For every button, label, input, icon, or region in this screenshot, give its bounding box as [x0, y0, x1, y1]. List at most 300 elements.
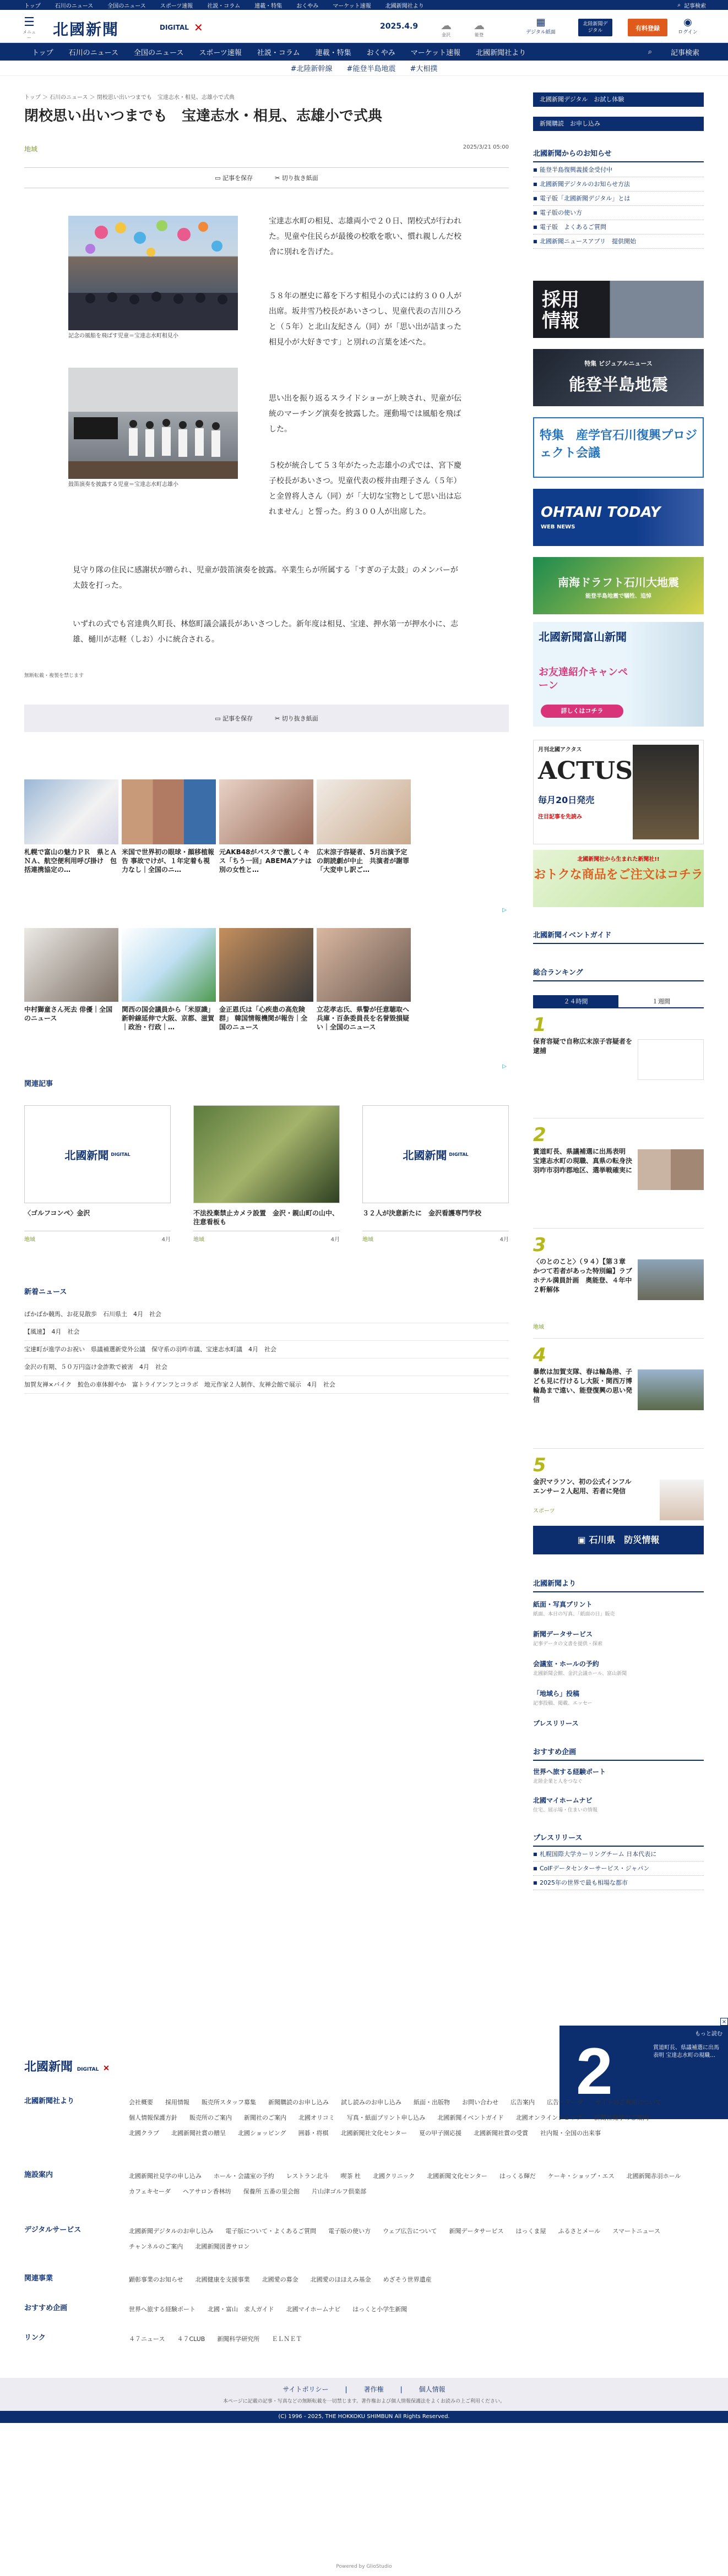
search-icon: ⌕ — [677, 2, 681, 8]
footer-link[interactable]: 試し読みのお申し込み — [341, 2099, 401, 2106]
actus-title: ACTUS — [538, 757, 633, 785]
newspaper-icon: ▦ — [536, 17, 546, 28]
noto-banner[interactable] — [533, 349, 704, 406]
topbar-link[interactable]: 石川のニュース — [55, 3, 94, 9]
footer-links — [129, 2302, 702, 2317]
draft-banner[interactable] — [533, 557, 704, 614]
rank-number: 5 — [533, 1454, 546, 1476]
recommended-title: 金正恩氏は「心疾患の高危険群」 韓国情報機関が報告｜全国のニュース — [219, 1006, 308, 1031]
recommended-card[interactable] — [24, 928, 118, 1032]
shopping-banner-text: おトクな商品をご注文はコチラ — [534, 868, 703, 882]
bookmark-icon: ▭ — [215, 715, 223, 722]
related-card[interactable] — [193, 1105, 340, 1243]
save-article-button[interactable] — [215, 173, 253, 182]
footer-link[interactable]: 新聞科学研究所 — [217, 2335, 260, 2343]
nav-item[interactable]: おくやみ — [366, 48, 395, 57]
footer-link[interactable]: スマートニュース — [612, 2228, 661, 2235]
footer-link[interactable]: 保養所 五番の里会館 — [243, 2188, 300, 2195]
list-item[interactable]: 金沢の有期、５０万円盗け金詐欺で被害 4月 社会 — [24, 1358, 509, 1376]
ranking-item[interactable] — [533, 1344, 704, 1449]
register-button[interactable]: 有料登録 — [628, 19, 667, 36]
notice-link[interactable]: ■ 北國新聞デジタルのお知らせ方法 — [533, 177, 704, 192]
nav-item[interactable]: スポーツ速報 — [199, 48, 242, 57]
latest-news-heading: 新着ニュース — [24, 1288, 67, 1296]
event-guide-heading[interactable]: 北國新聞イベントガイド — [533, 929, 704, 944]
menu-label: メニュー — [23, 30, 36, 40]
footer-link[interactable]: 世界へ旅する経験ポート — [129, 2306, 195, 2313]
footer-links — [129, 2332, 702, 2347]
ranking-item[interactable] — [533, 1234, 704, 1339]
rank-thumb — [638, 1259, 704, 1300]
notice-link[interactable]: ■ 北國新聞ニュースアプリ 提供開始 — [533, 234, 704, 249]
notice-heading: 北國新聞からのお知らせ — [533, 148, 704, 162]
digital-subscribe-button[interactable]: 北陸新聞デジタル — [578, 19, 612, 36]
powered-by: Powered by GlioStudio — [336, 2564, 392, 2569]
footer-link[interactable]: 新聞購読のお申し込み — [268, 2099, 329, 2106]
site-logo[interactable]: 北國新聞 — [53, 20, 119, 39]
recommended-link-title: 世界へ旅する経験ポート — [533, 1768, 606, 1776]
footer-link[interactable]: 社内報・全国の出来事 — [540, 2130, 601, 2137]
ad-choices-icon[interactable]: ▷ — [502, 1063, 507, 1069]
policy-link[interactable]: 個人情報 — [419, 2386, 446, 2393]
rank-number: 3 — [533, 1234, 546, 1256]
actus-sub: 毎月20日発売 — [538, 795, 595, 805]
topbar-link[interactable]: おくやみ — [296, 3, 319, 9]
rank-number: 4 — [533, 1344, 546, 1366]
close-icon[interactable]: × — [720, 2018, 728, 2026]
recommended-card[interactable] — [122, 928, 216, 1032]
footer-link[interactable]: 北國新聞社賞の受賞 — [474, 2130, 529, 2137]
footer-link[interactable]: 広告案内 — [510, 2099, 535, 2106]
footer-link[interactable]: 北國クラブ — [129, 2130, 159, 2137]
shopping-banner[interactable] — [533, 850, 704, 907]
login-label: ログイン — [678, 30, 698, 35]
referral-banner-logo: 北國新聞富山新聞 — [539, 630, 627, 643]
login-button[interactable] — [673, 17, 703, 39]
recommended-thumb — [219, 928, 313, 1002]
related-date: 4月 — [499, 1237, 509, 1243]
save-label: 記事を保存 — [222, 174, 253, 182]
footer-link[interactable]: ホール・会議室の予約 — [214, 2173, 274, 2180]
recommended-thumb — [24, 928, 118, 1002]
referral-banner-button: 詳しくはコチラ — [541, 705, 623, 718]
footer-row — [24, 2332, 702, 2347]
notice-link[interactable]: ■ 電子版「北國新聞デジタル」とは — [533, 192, 704, 206]
related-title: ３２人が決意新たに 金沢看護専門学校 — [362, 1209, 482, 1217]
hashtag-row — [0, 61, 728, 76]
article-paragraph: ５８年の歴史に幕を下ろす相見小の式には約３００人が出席。坂井雪乃校長があいさつし、児童代表の吉川ひろと（５年）と北山友紀さん（同）が「思い出が詰まった相見小が大好きです」と別れの言葉を述べた。 — [269, 292, 461, 347]
recommended-title: 中村獅童さん死去 俳優｜全国のニュース — [24, 1006, 113, 1022]
footer-link[interactable]: カフェキセーダ — [129, 2188, 171, 2195]
actus-banner[interactable] — [533, 740, 704, 844]
article-category[interactable]: 地域 — [24, 145, 38, 153]
referral-banner[interactable] — [533, 622, 704, 727]
footer-link[interactable]: 紙面・出版物 — [414, 2099, 450, 2106]
logo-mark-icon: ✕ — [103, 2064, 110, 2073]
recommended-thumb — [219, 779, 313, 844]
footer-link[interactable]: 北國新聞デジタルのお申し込み — [129, 2228, 214, 2235]
recommended-thumb — [24, 779, 118, 844]
service-sub: 記事投稿、掲載、エッセー — [533, 1701, 593, 1706]
rank-title: 金沢マラソン、初の公式インフルエンサー２人起用、若者に発信 — [533, 1478, 632, 1495]
subscribe-button[interactable]: 新聞購読 お申し込み — [533, 117, 704, 131]
policy-link[interactable]: サイトポリシー — [282, 2386, 329, 2393]
ranking-heading: 総合ランキング — [533, 967, 704, 981]
rank-title: 〈のとのこと〉（９４）【第３章 かつて若者があった特別編】ラブホテル満員計画 奥能登、４年中２軒解体 — [533, 1258, 633, 1294]
logo-placeholder-sub: DIGITAL — [111, 1151, 131, 1157]
weather-label: 能登 — [475, 32, 483, 37]
noto-banner-label: 特集 ビジュアルニュース — [584, 360, 653, 367]
recommended-card[interactable] — [24, 779, 118, 874]
hashtag-link[interactable]: #北陸新幹線 — [290, 65, 333, 73]
digital-paper-button[interactable] — [523, 17, 558, 39]
disaster-info-banner[interactable] — [533, 1526, 704, 1554]
press-release-heading: プレスリリース — [533, 1832, 704, 1847]
footer-link[interactable]: 北國新聞文化センター — [427, 2173, 487, 2180]
footer-link[interactable]: お問い合わせ — [462, 2099, 498, 2106]
photo-caption: 鼓笛演奏を披露する児童＝宝達志水町志雄小 — [68, 482, 178, 488]
service-title: プレスリリース — [533, 1720, 579, 1727]
recommended-title: 米国で世界初の眼球・顔移植報告 事故でけが、１年定着も視力なし｜全国のニ… — [122, 848, 215, 874]
footer-row-heading: 北國新聞社より — [24, 2097, 75, 2105]
recovery-project-banner[interactable] — [533, 417, 704, 478]
footer-links — [129, 2095, 702, 2141]
nav-item[interactable]: 連載・特集 — [315, 48, 351, 57]
rank-thumb — [638, 1369, 704, 1410]
related-thumb — [24, 1105, 171, 1203]
footer-link[interactable]: ケーキ・ショップ・エス — [547, 2173, 615, 2180]
article-action-bar — [24, 167, 509, 188]
ranking-item[interactable] — [533, 1014, 704, 1118]
topbar-link[interactable]: 全国のニュース — [107, 3, 146, 9]
footer-link[interactable]: 北國新聞赤羽ホール — [626, 2173, 681, 2180]
footer-link[interactable]: はっくる輝だ — [499, 2173, 536, 2180]
ohtani-banner[interactable] — [533, 489, 704, 546]
nav-item[interactable]: トップ — [32, 48, 53, 57]
topbar-link[interactable]: スポーツ速報 — [160, 3, 193, 9]
recommended-row — [24, 779, 509, 874]
footer-link[interactable]: 夏の甲子園応援 — [419, 2130, 462, 2137]
logo-placeholder: 北國新聞 — [403, 1148, 447, 1162]
footer-link[interactable]: 会社概要 — [129, 2099, 153, 2106]
footer-link[interactable]: 北國健康を支援事業 — [195, 2276, 250, 2283]
footer-logo-sub: DIGITAL — [77, 2067, 99, 2072]
footer-link[interactable]: 北國オリコミ — [298, 2114, 335, 2121]
list-item[interactable]: 【風速】 4月 社会 — [24, 1323, 509, 1341]
related-heading: 関連記事 — [24, 1080, 53, 1088]
actus-note: 注目記事を先読み — [538, 814, 582, 820]
related-title: 〈ゴルフコンペ〉金沢 — [24, 1209, 90, 1217]
footer-link[interactable]: 北國新聞社見学の申し込み — [129, 2173, 202, 2180]
article-action-bar-bottom — [24, 705, 509, 732]
footer-link[interactable]: 北國ショッピング — [238, 2130, 286, 2137]
recommended-thumb — [122, 928, 216, 1002]
recommended-card[interactable] — [317, 928, 411, 1032]
logo-mark-icon: ✕ — [194, 21, 203, 34]
noto-banner-text: 能登半島地震 — [569, 375, 668, 395]
logo-placeholder-sub: DIGITAL — [449, 1151, 469, 1157]
topbar-search[interactable] — [677, 0, 706, 10]
policy-link[interactable]: 著作権 — [363, 2386, 384, 2393]
user-icon: ◉ — [683, 17, 692, 28]
topbar-link[interactable]: マーケット速報 — [333, 3, 371, 9]
hashtag-link[interactable]: #大相撲 — [410, 65, 438, 73]
article-photo-balloons[interactable] — [68, 216, 238, 330]
footer-link[interactable]: 新聞社のご案内 — [244, 2114, 286, 2121]
related-card[interactable] — [362, 1105, 509, 1243]
nav-item[interactable]: 石川のニュース — [68, 48, 118, 57]
trial-button[interactable]: 北國新聞デジタル お試し体験 — [533, 92, 704, 107]
draft-banner-text: 南海ドラフト石川大地震 — [558, 576, 679, 589]
balloons-illustration — [68, 216, 238, 330]
weather-kanazawa — [435, 19, 457, 38]
related-articles — [24, 1105, 509, 1243]
nav-item[interactable]: 社説・コラム — [257, 48, 300, 57]
related-title: 不法投棄禁止カメラ設置 金沢・親山町の山中、注意看板も — [193, 1209, 339, 1226]
footer-link[interactable]: 電子版について・よくあるご質問 — [225, 2228, 317, 2235]
recovery-banner-text: 特集 産学官石川復興プロジェクト会議 — [540, 429, 698, 460]
footer-link[interactable]: 販売所のご案内 — [189, 2114, 232, 2121]
service-link[interactable] — [533, 1600, 704, 1617]
read-more-text: 賞道町長、県議補選に出馬表明 宝達志水町の現職… — [653, 2045, 719, 2059]
footer-link[interactable]: 北國新聞社賞の贈呈 — [171, 2130, 226, 2137]
related-category: 地域 — [193, 1237, 204, 1243]
recommended-link-sub: 北陸企業と人をつなぐ — [533, 1779, 583, 1784]
list-item[interactable]: 加賀友禅×バイク 鮫色の車体鮮やか 富トライアンフとコラボ 地元作家２人制作、友禅会館で展示 4月 社会 — [24, 1376, 509, 1394]
notice-link[interactable]: ■ 電子版 よくあるご質問 — [533, 220, 704, 234]
nav-search-button[interactable] — [640, 43, 707, 61]
rank-thumb — [660, 1480, 704, 1520]
rank-thumb — [638, 1039, 704, 1080]
clip-button[interactable] — [275, 714, 318, 723]
service-title: 会議室・ホールの予約 — [533, 1660, 599, 1668]
main-nav — [0, 43, 728, 61]
recommended-link[interactable] — [533, 1795, 704, 1813]
service-link[interactable] — [533, 1629, 704, 1647]
service-sub: 記事データの文書を提供・探索 — [533, 1641, 603, 1647]
recommended-title: 元AKB48がパスタで激しくキス「ちう一回」ABEMAアナは別の女性と… — [219, 848, 312, 874]
footer-logo-text: 北國新聞 — [24, 2060, 73, 2074]
logo-placeholder: 北國新聞 — [64, 1148, 109, 1162]
notice-link[interactable]: ■ 電子版の使い方 — [533, 206, 704, 220]
footer-link[interactable]: 北國新聞社文化センター — [340, 2130, 408, 2137]
copyright-bar: (C) 1996 - 2025, THE HOKKOKU SHIMBUN All Rights Reserved. — [0, 2411, 728, 2423]
footer-row-heading: おすすめ企画 — [24, 2304, 68, 2312]
article-photo-band[interactable] — [68, 368, 238, 479]
footer-link[interactable]: 北國オンラインショップ — [515, 2114, 582, 2121]
search-icon: ⌕ — [648, 47, 652, 56]
photo-caption: 記念の風船を飛ばす児童＝宝達志水町相見小 — [68, 333, 178, 339]
recommended-title: 立花孝志氏、県警が任意聴取へ 兵庫・百条委員長を名誉毀損疑い｜全国のニュース — [317, 1006, 410, 1031]
ranking-item[interactable] — [533, 1124, 704, 1229]
topbar-link[interactable]: 連載・特集 — [254, 3, 282, 9]
ranking-tabs — [533, 995, 704, 1008]
footer-link[interactable]: 広告・データ — [547, 2099, 583, 2106]
band-illustration — [68, 368, 238, 479]
tab-week[interactable]: １週間 — [652, 998, 670, 1005]
recommended-card[interactable] — [317, 779, 411, 874]
article-date: 2025/3/21 05:00 — [463, 144, 509, 150]
nav-search-label: 記事検索 — [670, 48, 699, 57]
related-card[interactable] — [24, 1105, 171, 1243]
breadcrumb[interactable]: トップ ＞ 石川のニュース ＞ 閉校思い出いつまでも 宝達志水・相見、志雄小で式典 — [24, 95, 235, 101]
footer-link[interactable]: 個人情報保護方針 — [129, 2114, 177, 2121]
footer-link[interactable]: ＥＬＮＥＴ — [271, 2335, 302, 2343]
scissors-icon: ✂ — [275, 174, 282, 182]
recommended-card[interactable] — [219, 779, 313, 874]
nav-item[interactable]: 全国のニュース — [133, 48, 184, 57]
footer-link[interactable]: 写真・紙面プリント申し込み — [346, 2114, 426, 2121]
press-release-link[interactable]: ■ 2025年の世界で最も相場な都市 — [533, 1876, 704, 1890]
referral-banner-text: お友達紹介キャンペーン — [539, 667, 628, 691]
related-thumb — [193, 1105, 340, 1203]
save-article-button[interactable] — [215, 714, 253, 723]
footer-link[interactable]: 顕彰事業のお知らせ — [129, 2276, 183, 2283]
recommended-link-title: 北國マイホームナビ — [533, 1797, 593, 1804]
hashtag-link[interactable]: #能登半島地震 — [346, 65, 396, 73]
footer-links — [129, 2272, 702, 2288]
save-label: 記事を保存 — [222, 715, 253, 722]
menu-button[interactable] — [21, 15, 37, 40]
footer-row — [24, 2302, 702, 2317]
rank-thumb — [638, 1149, 704, 1190]
press-release-list — [533, 1847, 704, 1890]
actus-label: 月刊北國アクタス — [538, 747, 582, 753]
topbar-search-label: 記事検索 — [684, 3, 706, 9]
topbar-link[interactable]: 社説・コラム — [207, 3, 241, 9]
press-release-link[interactable]: ■ CoIFデータセンターサービス・ジャパン — [533, 1862, 704, 1876]
article-title: 閉校思い出いつまでも 宝達志水・相見、志雄小で式典 — [24, 108, 383, 124]
draft-banner-sub: 能登半島地震で犠牲、追悼 — [585, 593, 651, 599]
nav-item[interactable]: マーケット速報 — [410, 48, 461, 57]
recommended-title: 関西の国会議員から「米原識」新幹線延伸で大阪、京都、滋賀｜政治・行政｜… — [122, 1006, 215, 1031]
footer-logo[interactable] — [24, 2057, 110, 2075]
related-category: 地域 — [24, 1237, 35, 1243]
footer-link[interactable]: サイトのご利用について — [595, 2099, 662, 2106]
list-item[interactable]: 宝達町が進学のお祝い 県議補選新党外公議 保守系の羽咋市議、宝達志水町議 4月 社会 — [24, 1341, 509, 1358]
footer-link[interactable]: 電子版の使い方 — [328, 2228, 371, 2235]
footer-link[interactable]: ふるさとメール — [558, 2228, 601, 2235]
footer-row-heading: 施設案内 — [24, 2171, 53, 2179]
service-link[interactable] — [533, 1718, 704, 1728]
logo-digital: DIGITAL — [160, 24, 189, 31]
footer-link[interactable]: 北國・富山 求人ガイド — [208, 2306, 274, 2313]
top-utility-bar — [0, 0, 728, 10]
service-sub: 紙面、本日の写真、「紙面の日」販売 — [533, 1612, 615, 1617]
policy-notice: 本ページに記載の記事・写真などの無断転載を一切禁じます。著作権および個人情報保護法をよくお読みの上ご利用ください。 — [222, 2399, 506, 2404]
footer-link[interactable]: ウェブ広告について — [383, 2228, 437, 2235]
footer-link[interactable]: 北國クリニック — [372, 2173, 415, 2180]
topbar-link[interactable]: トップ — [24, 3, 41, 9]
ohtani-banner-sub: WEB NEWS — [541, 524, 575, 530]
footer-link[interactable]: ヘアサロン香林坊 — [183, 2188, 231, 2195]
service-title: 新聞データサービス — [533, 1630, 593, 1638]
recommended-thumb — [122, 779, 216, 844]
recruit-banner-text: 採用 情報 — [542, 289, 579, 332]
recommended-card[interactable] — [122, 779, 216, 874]
footer-link[interactable]: 北國新聞図書サロン — [195, 2243, 250, 2250]
footer-link[interactable]: 片山津ゴルフ倶楽部 — [312, 2188, 367, 2195]
footer-link[interactable]: 新聞社見学のご案内 — [594, 2114, 649, 2121]
footer-row — [24, 2224, 702, 2255]
recommended-link-sub: 住宅、展示場・住まいの情報 — [533, 1808, 598, 1813]
footer-link[interactable]: はっくま屋 — [515, 2228, 546, 2235]
clip-button[interactable] — [275, 173, 318, 182]
ad-choices-icon[interactable]: ▷ — [502, 907, 507, 913]
footer-link[interactable]: はっくと小学生新聞 — [352, 2306, 408, 2313]
policy-bar: サイトポリシー | 著作権 | 個人情報 本ページに記載の記事・写真などの無断転載を一切禁じます。著作権および個人情報保護法をよくお読みの上ご利用ください。 — [0, 2378, 728, 2411]
copyright-notice: 無断転載・複製を禁じます — [24, 673, 84, 679]
service-link[interactable] — [533, 1659, 704, 1677]
recommended-card[interactable] — [219, 928, 313, 1032]
press-release-link[interactable]: ■ 札幌国際大学カーリングチーム 日本代表に — [533, 1847, 704, 1862]
topbar-link[interactable]: 北國新聞社より — [385, 3, 424, 9]
service-sub: 北國新聞会館、金沢会議ホール、富山新聞 — [533, 1671, 627, 1677]
article-paragraph: ５校が統合して５３年がたった志雄小の式では、宮下慶子校長があいさつ。児童代表の桜井由理子さん（５年）と金曽将人さん（同）が「大切な宝物として思い出は忘れません」と誓った。約３００人が出席した。 — [269, 461, 461, 516]
tab-24h[interactable]: ２４時間 — [533, 995, 618, 1007]
footer-link[interactable]: 販売所スタッフ募集 — [202, 2099, 256, 2106]
footer-row-heading: 関連事業 — [24, 2274, 53, 2283]
service-link[interactable] — [533, 1689, 704, 1706]
recommended-thumb — [317, 779, 411, 844]
recommended-link[interactable] — [533, 1767, 704, 1784]
footer-link[interactable]: 囲碁・将棋 — [298, 2130, 329, 2137]
header-date: 2025.4.9 — [380, 22, 419, 31]
footer-link[interactable]: 北國マイホームナビ — [286, 2306, 341, 2313]
footer-link[interactable]: ４７CLUB — [177, 2335, 205, 2343]
footer-link[interactable]: 喫茶 杜 — [340, 2173, 361, 2180]
service-title: 「地域ら」投稿 — [533, 1690, 580, 1698]
footer-link[interactable]: めざそう世界遺産 — [383, 2276, 432, 2283]
notice-list — [533, 163, 704, 249]
footer-link[interactable]: 採用情報 — [165, 2099, 189, 2106]
footer-link[interactable]: レストラン北斗 — [286, 2173, 329, 2180]
latest-news-list — [24, 1306, 509, 1394]
rank-title: 保育容疑で自称広末涼子容疑者を逮捕 — [533, 1038, 633, 1055]
disaster-info-text: 石川県 防災情報 — [589, 1535, 660, 1545]
shopping-banner-top: 北國新聞社から生まれた新聞社!! — [577, 856, 660, 863]
related-date: 4月 — [161, 1237, 171, 1243]
recommended-title: 札幌で富山の魅力ＰＲ 県とＡＮＡ、航空便利用呼び掛け 包括連携協定の… — [24, 848, 117, 874]
notice-link[interactable]: ■ 能登半島復興義援金受付中 — [533, 163, 704, 177]
bookmark-icon: ▭ — [215, 174, 223, 182]
list-item[interactable]: ぱかばか競馬、お花見散歩 石川県土 4月 社会 — [24, 1306, 509, 1323]
rank-title: 暴飲は加賀支隊、春は輪島港、子ども見に行けるし大阪・関西万博輪島まで遠い、能登復興の思い発信 — [533, 1368, 633, 1404]
footer-link[interactable]: 北國愛の募金 — [262, 2276, 298, 2283]
recruit-banner[interactable] — [533, 281, 704, 338]
weather-label: 金沢 — [442, 32, 450, 37]
footer-link[interactable]: チャンネルのご案内 — [129, 2243, 183, 2250]
recommended-heading: おすすめ企画 — [533, 1746, 704, 1761]
nav-item[interactable]: 北國新聞社より — [476, 48, 526, 57]
hamburger-icon: ☰ — [24, 15, 35, 29]
related-category: 地域 — [362, 1237, 373, 1243]
clip-label: 切り抜き紙面 — [281, 715, 318, 722]
recommended-row — [24, 928, 509, 1032]
footer-row-heading: リンク — [24, 2334, 46, 2342]
digital-paper-label: デジタル紙面 — [526, 30, 556, 35]
footer-link[interactable]: 北國愛のほほえみ基金 — [310, 2276, 371, 2283]
shield-icon: ▣ — [577, 1535, 589, 1545]
footer-link[interactable]: 北國新聞イベントガイド — [437, 2114, 504, 2121]
footer-links — [129, 2224, 702, 2255]
site-header — [0, 10, 728, 43]
footer-link[interactable]: ４７ニュース — [129, 2335, 165, 2343]
ranking-item[interactable] — [533, 1454, 704, 1515]
related-date: 4月 — [330, 1237, 340, 1243]
rank-number: 1 — [533, 1014, 546, 1036]
footer-link[interactable]: 新聞データサービス — [449, 2228, 504, 2235]
